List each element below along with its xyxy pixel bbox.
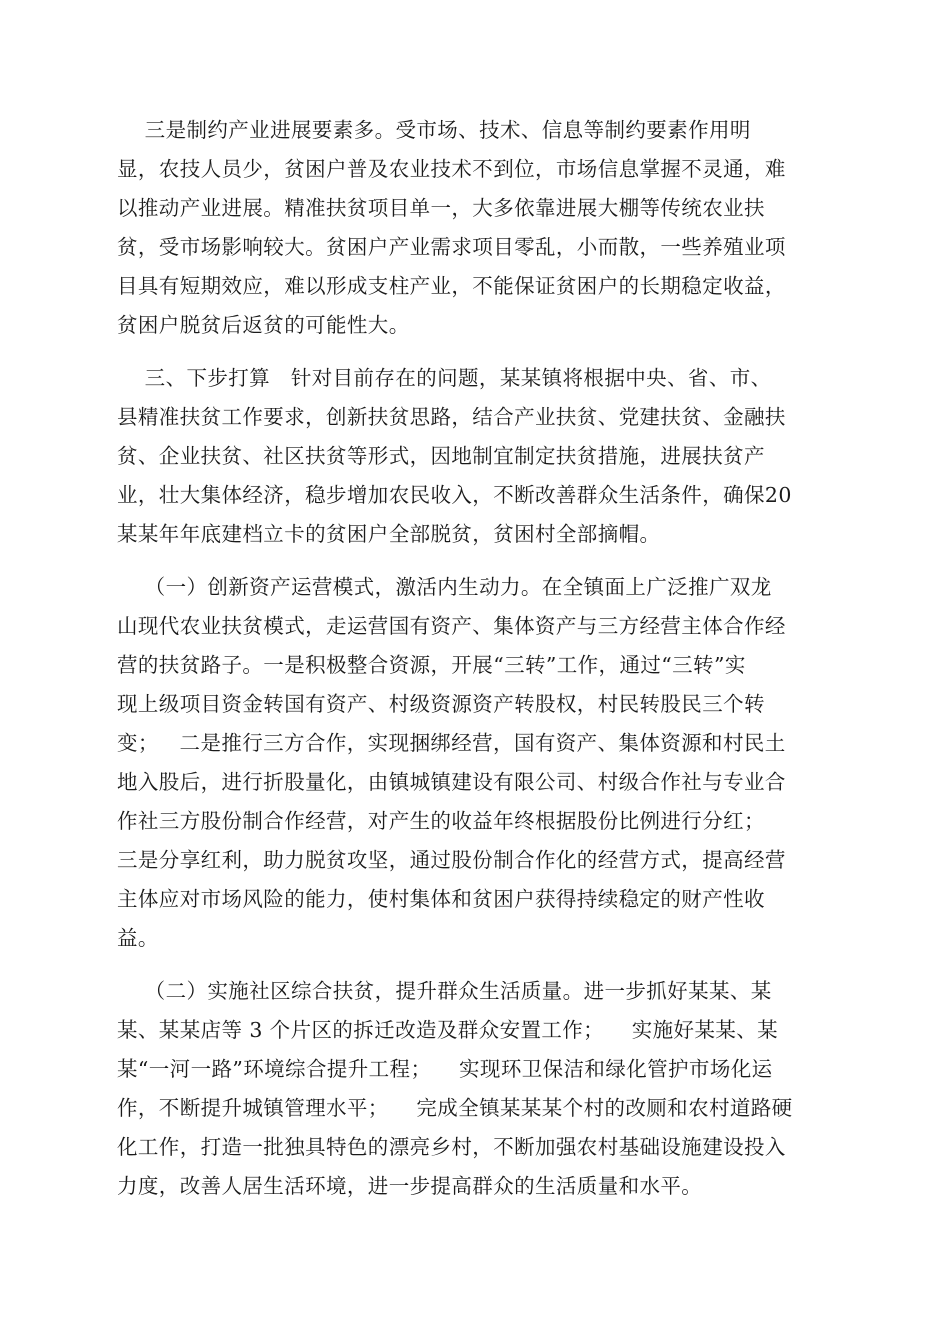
text-line: 贫、企业扶贫、社区扶贫等形式，因地制宜制定扶贫措施，进展扶贫产	[117, 444, 765, 468]
text-line: 现上级项目资金转国有资产、村级资源资产转股权，村民转股民三个转	[117, 692, 765, 716]
text-line: 贫困户脱贫后返贫的可能性大。	[117, 313, 410, 337]
text-line: 某“一河一路”环境综合提升工程； 实现环卫保洁和绿化管护市场化运	[117, 1057, 773, 1081]
text-line: 业，壮大集体经济，稳步增加农民收入，不断改善群众生活条件，确保20	[117, 483, 792, 507]
text-line: 三、下步打算 针对目前存在的问题，某某镇将根据中央、省、市、	[117, 366, 772, 390]
text-line: 化工作，打造一批独具特色的漂亮乡村，不断加强农村基础设施建设投入	[117, 1135, 786, 1159]
text-line: 目具有短期效应，难以形成支柱产业，不能保证贫困户的长期稳定收益，	[117, 274, 786, 298]
text-line: 变； 二是推行三方合作，实现捆绑经营，国有资产、集体资源和村民土	[117, 731, 786, 755]
text-line: 力度，改善人居生活环境，进一步提高群众的生活质量和水平。	[117, 1174, 703, 1198]
text-line: 三是制约产业进展要素多。受市场、技术、信息等制约要素作用明	[117, 118, 751, 142]
text-line: 山现代农业扶贫模式，走运营国有资产、集体资产与三方经营主体合作经	[117, 614, 786, 638]
text-line: 某、某某店等 3 个片区的拆迁改造及群众安置工作； 实施好某某、某	[117, 1018, 779, 1042]
text-line: 县精准扶贫工作要求，创新扶贫思路，结合产业扶贫、党建扶贫、金融扶	[117, 405, 786, 429]
text-line: 以推动产业进展。精准扶贫项目单一，大多依靠进展大棚等传统农业扶	[117, 196, 765, 220]
text-line: 作社三方股份制合作经营，对产生的收益年终根据股份比例进行分红；	[117, 809, 765, 833]
text-line: （二）实施社区综合扶贫，提升群众生活质量。进一步抓好某某、某	[117, 979, 772, 1003]
text-line: 某某年年底建档立卡的贫困户全部脱贫，贫困村全部摘帽。	[117, 522, 661, 546]
text-line: 三是分享红利，助力脱贫攻坚，通过股份制合作化的经营方式，提高经营	[117, 848, 786, 872]
text-line: 主体应对市场风险的能力，使村集体和贫困户获得持续稳定的财产性收	[117, 887, 765, 911]
text-line: 显，农技人员少，贫困户普及农业技术不到位，市场信息掌握不灵通，难	[117, 157, 786, 181]
text-line: 地入股后，进行折股量化，由镇城镇建设有限公司、村级合作社与专业合	[117, 770, 786, 794]
text-line: 益。	[117, 926, 159, 950]
text-line: 营的扶贫路子。一是积极整合资源，开展“三转”工作，通过“三转”实	[117, 653, 746, 677]
text-line: 贫，受市场影响较大。贫困户产业需求项目零乱，小而散，一些养殖业项	[117, 235, 786, 259]
text-line: 作，不断提升城镇管理水平； 完成全镇某某某个村的改厕和农村道路硬	[117, 1096, 793, 1120]
text-line: （一）创新资产运营模式，激活内生动力。在全镇面上广泛推广双龙	[117, 575, 772, 599]
